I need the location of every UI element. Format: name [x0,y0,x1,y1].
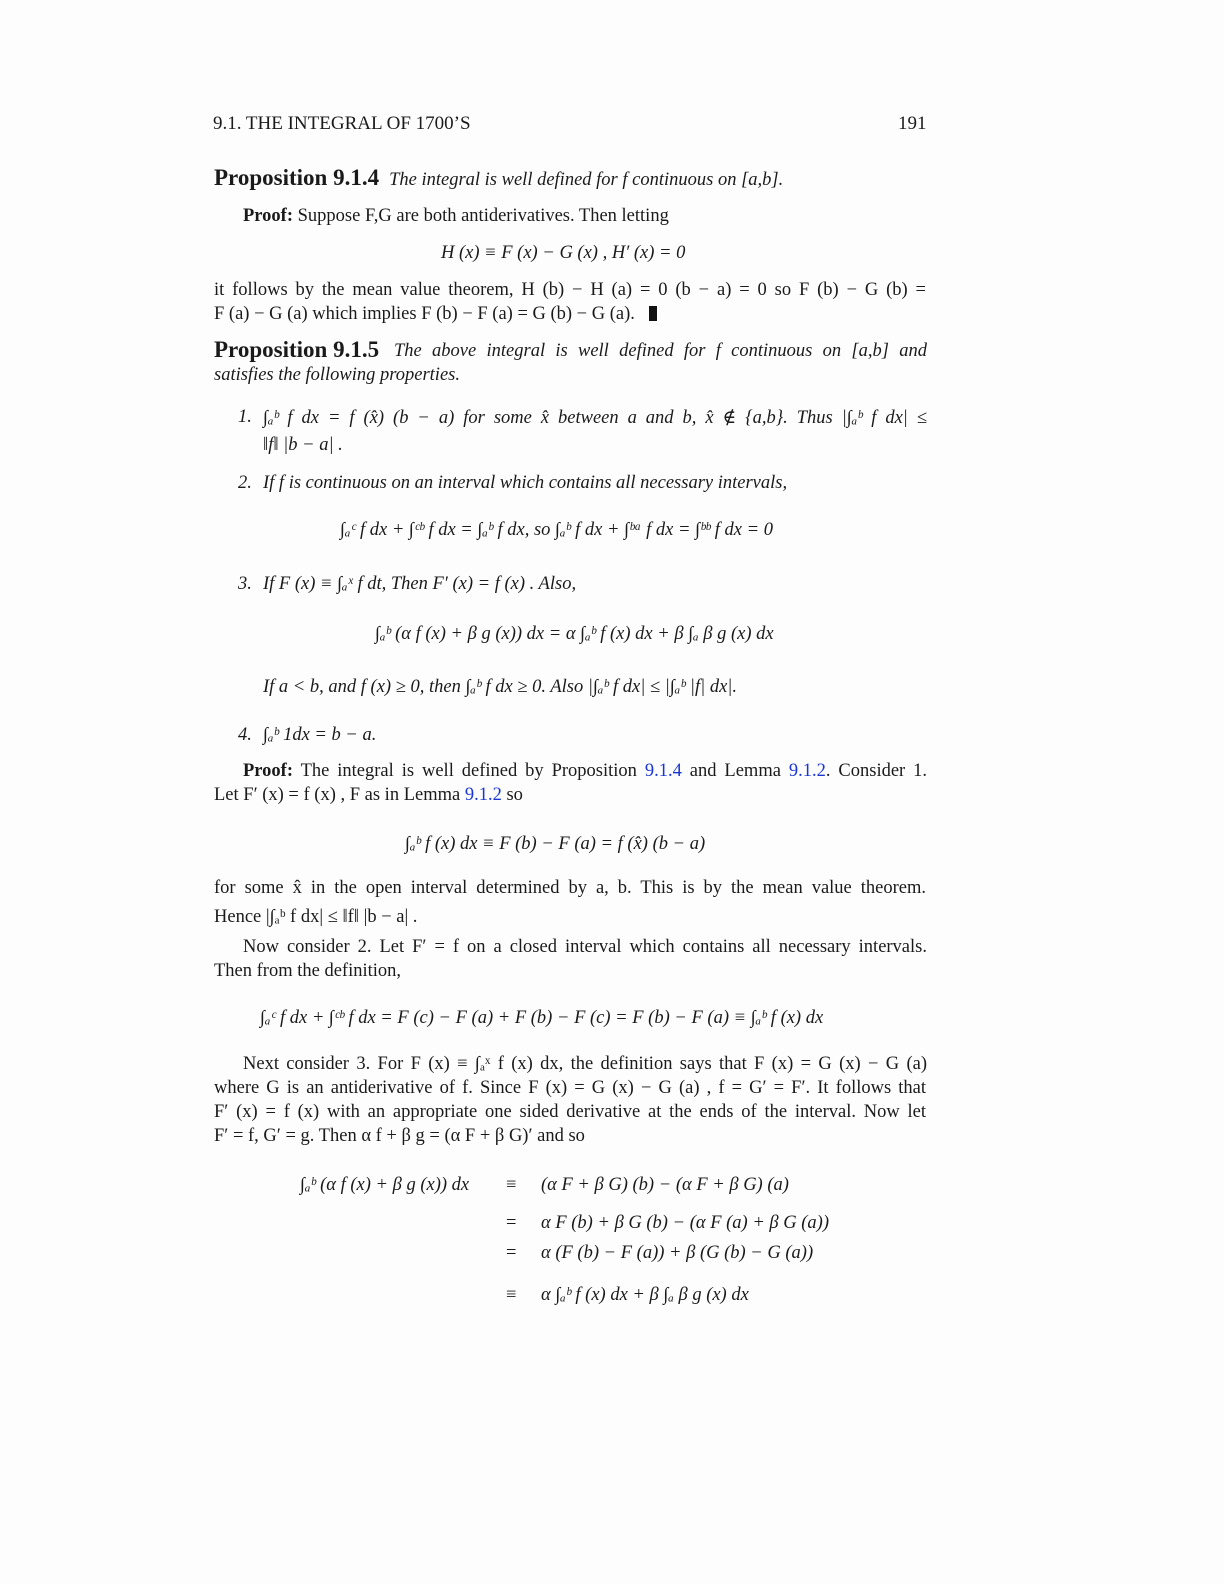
proof-line: it follows by the mean value theorem, H (b) − H (a) = 0 (b − a) = 0 so F (b) − G (b) = [214,280,926,300]
align-relation: = [506,1243,517,1263]
proof-line [214,785,523,806]
list-number: 2. [238,473,252,493]
proof-line: F′ = f, G′ = g. Then α f + β g = (α F + β G)′ and so [214,1126,585,1146]
proof-line: F′ (x) = f (x) with an appropriate one sided derivative at the ends of the interval. Now let [214,1102,926,1122]
proposition-statement: The integral is well defined for f continuous on [a,b]. [389,170,784,190]
proposition-title: Proposition 9.1.4 [214,165,380,190]
running-header: 9.1. THE INTEGRAL OF 1700’S [213,113,471,134]
equation-mvt: ∫ₐᵇ f (x) dx ≡ F (b) − F (a) = f (x̂) (b − a) [405,834,706,854]
proposition-9-1-4 [214,165,783,191]
align-rhs-4: α ∫ₐᵇ f (x) dx + β ∫ₐ β g (x) dx [541,1285,749,1305]
page-number: 191 [898,113,927,134]
proof-text: and Lemma [689,761,781,781]
list-item-4: ∫ₐᵇ 1dx = b − a. [263,725,377,745]
proof-text: . Consider 1. [825,761,928,781]
reference-link[interactable]: 9.1.2 [464,785,502,805]
list-item-1: ∫ₐᵇ f dx = f (x̂) (b − a) for some x̂ between a and b, x̂ ∉ {a,b}. Thus |∫ₐᵇ f dx| ≤ [263,408,927,428]
proof-text: Let F′ (x) = f (x) , F as in Lemma [214,785,461,805]
equation-H: H (x) ≡ F (x) − G (x) , H′ (x) = 0 [441,243,686,263]
proof-line: Hence |∫ₐᵇ f dx| ≤ ‖f‖ |b − a| . [214,907,418,927]
list-number: 3. [238,574,252,594]
proof-line-final [214,304,657,325]
align-rhs-2: α F (b) + β G (b) − (α F (a) + β G (a)) [541,1213,829,1233]
proposition-statement: The above integral is well defined for f continuous on [a,b] and [394,341,927,361]
proof-text: The integral is well defined by Proposition [300,761,637,781]
list-number: 4. [238,725,252,745]
align-relation: ≡ [506,1175,517,1195]
list-item-1-cont: ‖f‖ |b − a| . [263,435,343,455]
proof-line: Then from the definition, [214,961,402,981]
proof-intro [243,206,669,227]
list-number: 1. [238,407,252,427]
proof-paragraph [243,761,927,782]
proof-text: F (a) − G (a) which implies F (b) − F (a) = G (b) − G (a). [214,304,635,324]
proof-line: Now consider 2. Let F′ = f on a closed interval which contains all necessary intervals. [243,937,927,957]
proof-line: Next consider 3. For F (x) ≡ ∫ₐˣ f (x) dx, the definition says that F (x) = G (x) − G (a) [243,1054,927,1074]
reference-link[interactable]: 9.1.2 [788,761,826,781]
align-relation: ≡ [506,1285,517,1305]
proof-label: Proof: [243,761,293,781]
equation-additivity: ∫ₐᶜ f dx + ∫ᶜᵇ f dx = ∫ₐᵇ f dx, so ∫ₐᵇ f dx + ∫ᵇᵃ f dx = ∫ᵇᵇ f dx = 0 [340,520,773,540]
qed-symbol [649,306,657,321]
list-item-3: If F (x) ≡ ∫ₐˣ f dt, Then F′ (x) = f (x) . Also, [263,574,577,594]
proposition-9-1-5 [214,337,379,363]
reference-link[interactable]: 9.1.4 [644,761,682,781]
equation-linearity: ∫ₐᵇ (α f (x) + β g (x)) dx = α ∫ₐᵇ f (x) dx + β ∫ₐ β g (x) dx [375,624,774,644]
align-relation: = [506,1213,517,1233]
proof-label: Proof: [243,206,293,226]
align-rhs-1: (α F + β G) (b) − (α F + β G) (a) [541,1175,789,1195]
proof-line: for some x̂ in the open interval determined by a, b. This is by the mean value theorem. [214,878,926,898]
proposition-statement-cont: satisfies the following properties. [214,365,460,385]
proof-text: so [506,785,523,805]
equation-additivity-proof: ∫ₐᶜ f dx + ∫ᶜᵇ f dx = F (c) − F (a) + F (b) − F (c) = F (b) − F (a) ≡ ∫ₐᵇ f (x) dx [260,1008,824,1028]
list-item-2: If f is continuous on an interval which contains all necessary intervals, [263,473,788,493]
list-item-3-positivity: If a < b, and f (x) ≥ 0, then ∫ₐᵇ f dx ≥ 0. Also |∫ₐᵇ f dx| ≤ |∫ₐᵇ |f| dx|. [263,677,738,697]
proof-text: Suppose F,G are both antiderivatives. Then letting [297,206,669,226]
align-lhs: ∫ₐᵇ (α f (x) + β g (x)) dx [300,1175,470,1195]
proof-line: where G is an antiderivative of f. Since F (x) = G (x) − G (a) , f = G′ = F′. It follows that [214,1078,926,1098]
proposition-title: Proposition 9.1.5 [214,337,380,362]
align-rhs-3: α (F (b) − F (a)) + β (G (b) − G (a)) [541,1243,814,1263]
